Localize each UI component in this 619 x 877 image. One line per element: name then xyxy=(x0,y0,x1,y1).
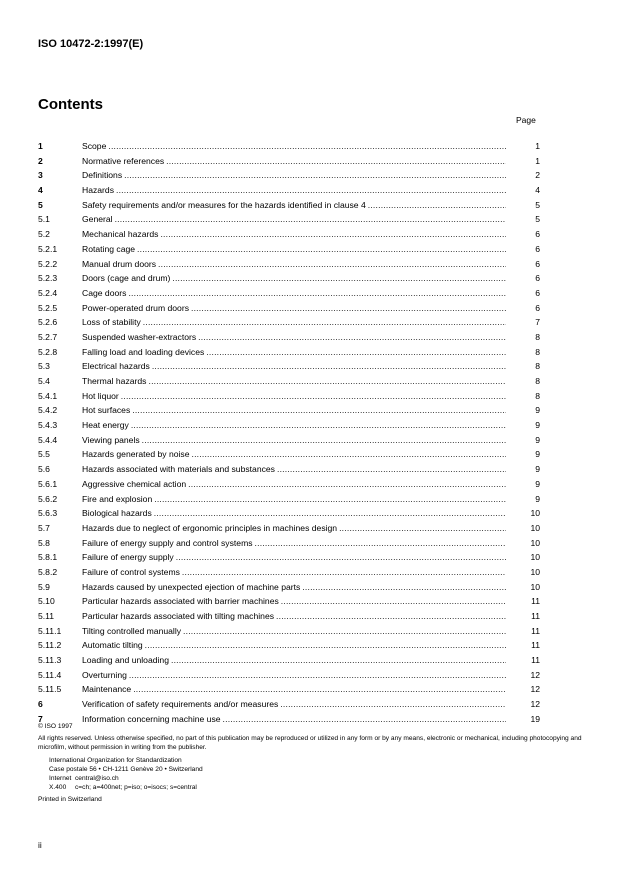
toc-entry[interactable] xyxy=(38,492,540,507)
organization-name: International Organization for Standardization xyxy=(49,757,182,764)
toc-entry-title: Hazards due to neglect of ergonomic principles in machines design xyxy=(82,522,338,533)
toc-entry[interactable] xyxy=(38,330,540,345)
toc-entry[interactable] xyxy=(38,389,540,404)
toc-entry-page: 8 xyxy=(535,376,540,386)
toc-entry-page: 8 xyxy=(535,390,540,401)
toc-entry-page: 9 xyxy=(535,493,540,504)
page-number: ii xyxy=(38,840,42,850)
table-of-contents xyxy=(38,139,540,727)
toc-entry-page: 8 xyxy=(535,346,540,357)
toc-entry-title: Particular hazards associated with tilting machines xyxy=(82,611,275,621)
toc-entry-title: Electrical hazards xyxy=(82,361,150,372)
toc-entry-number: 5.2.5 xyxy=(38,302,58,313)
page-column-label: Page xyxy=(516,115,536,125)
toc-entry-number: 5.4.1 xyxy=(38,390,58,401)
toc-entry-number: 5.6.1 xyxy=(38,478,58,489)
toc-dot-leader xyxy=(280,697,506,712)
toc-entry-number: 5.4 xyxy=(38,376,50,386)
toc-entry[interactable] xyxy=(38,154,540,169)
toc-dot-leader xyxy=(154,492,506,507)
toc-entry-page: 8 xyxy=(535,331,540,342)
toc-entry[interactable] xyxy=(38,668,540,683)
toc-entry[interactable] xyxy=(38,580,540,595)
toc-entry-title: Aggressive chemical action xyxy=(82,478,187,489)
toc-dot-leader xyxy=(154,506,506,521)
toc-entry[interactable] xyxy=(38,212,540,227)
toc-entry-title: Thermal hazards xyxy=(82,376,147,386)
toc-entry-page: 6 xyxy=(535,287,540,298)
toc-entry-page: 9 xyxy=(535,420,540,431)
toc-entry-title: Safety requirements and/or measures for the hazards identified in clause 4 xyxy=(82,199,366,210)
toc-entry-title: Hot liquor xyxy=(82,390,119,401)
toc-entry-title: Overturning xyxy=(82,669,127,680)
toc-dot-leader xyxy=(137,242,506,257)
toc-entry-number: 5.2.2 xyxy=(38,258,58,269)
toc-entry[interactable] xyxy=(38,418,540,433)
toc-entry-title: Failure of control systems xyxy=(82,566,180,577)
internet-row xyxy=(49,774,588,783)
copyright-notice: © ISO 1997 xyxy=(38,723,73,730)
toc-entry-number: 6 xyxy=(38,699,43,710)
toc-entry-page: 10 xyxy=(530,552,540,563)
toc-entry-title: Hazards generated by noise xyxy=(82,449,190,460)
toc-entry-title: Normative references xyxy=(82,155,165,166)
toc-entry[interactable] xyxy=(38,139,540,154)
toc-entry[interactable] xyxy=(38,609,540,624)
toc-entry-number: 5.2.4 xyxy=(38,287,58,298)
toc-entry-page: 6 xyxy=(535,229,540,240)
toc-entry[interactable] xyxy=(38,301,540,316)
toc-dot-leader xyxy=(277,462,506,477)
printed-in: Printed in Switzerland xyxy=(38,796,102,803)
x400-address: c=ch; a=400net; p=iso; o=isocs; s=central xyxy=(75,784,197,791)
toc-entry[interactable] xyxy=(38,462,540,477)
toc-entry-page: 9 xyxy=(535,464,540,475)
toc-entry-number: 5.9 xyxy=(38,581,50,592)
toc-entry-page: 12 xyxy=(530,684,540,695)
toc-entry-number: 5.2 xyxy=(38,229,50,240)
toc-entry-title: Scope xyxy=(82,141,107,151)
toc-entry-number: 5.3 xyxy=(38,361,50,372)
x400-label: X.400 xyxy=(49,784,67,791)
toc-entry-number: 1 xyxy=(38,141,43,151)
toc-entry-number: 5.4.4 xyxy=(38,434,58,445)
rights-statement: All rights reserved. Unless otherwise specified, no part of this publication may be reproduced or utilized in any form or by any means, electronic or mechanical, including photocopying and microfilm, without permission in writing from the publisher. xyxy=(38,735,582,751)
toc-dot-leader xyxy=(160,227,506,242)
toc-entry-title: Verification of safety requirements and/or measures xyxy=(82,699,279,710)
toc-entry-number: 5.2.8 xyxy=(38,346,58,357)
toc-dot-leader xyxy=(131,418,506,433)
toc-entry-page: 12 xyxy=(530,699,540,710)
toc-dot-leader xyxy=(143,315,506,330)
toc-entry-page: 11 xyxy=(531,625,540,636)
toc-entry-number: 5.6.3 xyxy=(38,508,58,519)
toc-entry[interactable] xyxy=(38,257,540,272)
toc-entry-title: Hazards xyxy=(82,185,114,196)
toc-dot-leader xyxy=(188,477,506,492)
toc-entry-number: 5.2.6 xyxy=(38,317,58,328)
toc-entry-title: Hot surfaces xyxy=(82,405,131,416)
toc-dot-leader xyxy=(129,668,506,683)
toc-entry-page: 6 xyxy=(535,243,540,254)
toc-entry-title: Cage doors xyxy=(82,287,127,298)
toc-entry[interactable] xyxy=(38,653,540,668)
toc-entry-number: 5.4.2 xyxy=(38,405,58,416)
toc-dot-leader xyxy=(166,154,506,169)
toc-entry-page: 6 xyxy=(535,302,540,313)
toc-entry-page: 9 xyxy=(535,478,540,489)
toc-entry-title: Viewing panels xyxy=(82,434,140,445)
toc-entry-title: Power-operated drum doors xyxy=(82,302,189,313)
toc-entry-title: General xyxy=(82,214,113,225)
toc-entry[interactable] xyxy=(38,315,540,330)
toc-dot-leader xyxy=(115,212,506,227)
toc-dot-leader xyxy=(182,565,506,580)
toc-entry-number: 5.2.7 xyxy=(38,331,58,342)
toc-entry-title: Loss of stability xyxy=(82,317,141,328)
toc-entry-title: Particular hazards associated with barrier machines xyxy=(82,596,279,607)
toc-dot-leader xyxy=(116,183,506,198)
toc-entry-number: 5.8.1 xyxy=(38,552,58,563)
toc-entry-title: Failure of energy supply xyxy=(82,552,174,563)
toc-entry[interactable] xyxy=(38,403,540,418)
toc-entry-page: 8 xyxy=(535,361,540,372)
toc-dot-leader xyxy=(198,330,506,345)
toc-entry-number: 5.6 xyxy=(38,464,50,475)
toc-entry-page: 11 xyxy=(531,611,540,621)
toc-entry-page: 10 xyxy=(530,537,540,548)
toc-entry[interactable] xyxy=(38,345,540,360)
x400-row xyxy=(49,783,588,792)
toc-entry-title: Suspended washer-extractors xyxy=(82,331,197,342)
copyright-block xyxy=(38,722,588,804)
toc-entry[interactable] xyxy=(38,697,540,712)
toc-entry-page: 5 xyxy=(535,199,540,210)
toc-dot-leader xyxy=(183,624,506,639)
toc-entry[interactable] xyxy=(38,433,540,448)
toc-entry-page: 7 xyxy=(535,317,540,328)
toc-entry-page: 9 xyxy=(535,434,540,445)
toc-entry[interactable] xyxy=(38,565,540,580)
toc-entry-number: 7 xyxy=(38,713,43,724)
toc-entry-page: 19 xyxy=(530,713,540,724)
toc-dot-leader xyxy=(176,550,506,565)
toc-entry-page: 10 xyxy=(530,566,540,577)
toc-entry-number: 5.11.1 xyxy=(38,625,62,636)
toc-entry-page: 1 xyxy=(535,141,540,151)
toc-entry-title: Hazards associated with materials and substances xyxy=(82,464,275,475)
toc-entry[interactable] xyxy=(38,359,540,374)
toc-entry-number: 5.11 xyxy=(38,611,55,621)
toc-dot-leader xyxy=(192,447,507,462)
toc-entry[interactable] xyxy=(38,506,540,521)
toc-entry-page: 6 xyxy=(535,258,540,269)
toc-entry-page: 9 xyxy=(535,405,540,416)
toc-entry-title: Biological hazards xyxy=(82,508,152,519)
toc-entry[interactable] xyxy=(38,447,540,462)
toc-entry-title: Definitions xyxy=(82,170,123,181)
toc-entry-title: Rotating cage xyxy=(82,243,136,254)
toc-entry-number: 3 xyxy=(38,170,43,181)
toc-entry-number: 5.6.2 xyxy=(38,493,58,504)
toc-entry-title: Mechanical hazards xyxy=(82,229,159,240)
toc-entry-title: Loading and unloading xyxy=(82,655,169,666)
toc-dot-leader xyxy=(124,168,506,183)
toc-dot-leader xyxy=(132,403,506,418)
toc-dot-leader xyxy=(142,433,506,448)
toc-entry-title: Manual drum doors xyxy=(82,258,157,269)
toc-entry[interactable] xyxy=(38,477,540,492)
toc-entry-number: 5.11.4 xyxy=(38,669,62,680)
toc-entry[interactable] xyxy=(38,374,540,389)
toc-entry-title: Hazards caused by unexpected ejection of machine parts xyxy=(82,581,301,592)
toc-entry[interactable] xyxy=(38,227,540,242)
toc-dot-leader xyxy=(172,271,506,286)
toc-entry[interactable] xyxy=(38,536,540,551)
toc-entry-title: Maintenance xyxy=(82,684,132,695)
toc-entry-number: 5.2.1 xyxy=(38,243,58,254)
toc-entry-number: 5.11.5 xyxy=(38,684,62,695)
toc-entry[interactable] xyxy=(38,242,540,257)
toc-entry-number: 2 xyxy=(38,155,43,166)
toc-dot-leader xyxy=(133,682,506,697)
internet-label: Internet xyxy=(49,775,72,782)
toc-entry-number: 5.8 xyxy=(38,537,50,548)
toc-entry-page: 6 xyxy=(535,273,540,284)
toc-entry-title: Tilting controlled manually xyxy=(82,625,182,636)
toc-entry-number: 5.4.3 xyxy=(38,420,58,431)
toc-dot-leader xyxy=(148,374,506,389)
toc-entry-number: 5 xyxy=(38,199,43,210)
toc-entry-number: 5.5 xyxy=(38,449,50,460)
toc-entry-number: 4 xyxy=(38,185,43,196)
toc-entry[interactable] xyxy=(38,550,540,565)
contents-title: Contents xyxy=(38,96,103,113)
toc-entry-title: Fire and explosion xyxy=(82,493,153,504)
toc-entry-page: 12 xyxy=(530,669,540,680)
toc-entry-title: Doors (cage and drum) xyxy=(82,273,171,284)
toc-dot-leader xyxy=(108,139,506,154)
internet-address: central@iso.ch xyxy=(75,775,119,782)
toc-entry[interactable] xyxy=(38,198,540,213)
toc-entry[interactable] xyxy=(38,682,540,697)
toc-dot-leader xyxy=(145,638,506,653)
toc-entry[interactable] xyxy=(38,638,540,653)
toc-dot-leader xyxy=(171,653,506,668)
toc-entry-number: 5.1 xyxy=(38,214,50,225)
toc-dot-leader xyxy=(276,609,506,624)
toc-entry[interactable] xyxy=(38,286,540,301)
toc-dot-leader xyxy=(128,286,506,301)
toc-entry-title: Automatic tilting xyxy=(82,640,143,651)
toc-entry[interactable] xyxy=(38,168,540,183)
toc-entry-page: 1 xyxy=(535,155,540,166)
toc-dot-leader xyxy=(206,345,506,360)
toc-entry-number: 5.2.3 xyxy=(38,273,58,284)
toc-entry-page: 11 xyxy=(531,596,540,607)
toc-entry-number: 5.10 xyxy=(38,596,55,607)
toc-entry-number: 5.11.2 xyxy=(38,640,62,651)
toc-entry-page: 10 xyxy=(530,508,540,519)
toc-entry-title: Failure of energy supply and control systems xyxy=(82,537,253,548)
toc-entry-page: 10 xyxy=(530,522,540,533)
toc-entry-page: 5 xyxy=(535,214,540,225)
toc-dot-leader xyxy=(255,536,506,551)
toc-entry[interactable] xyxy=(38,594,540,609)
toc-dot-leader xyxy=(302,580,506,595)
publisher-address xyxy=(38,756,588,792)
toc-dot-leader xyxy=(281,594,506,609)
toc-dot-leader xyxy=(121,389,506,404)
toc-dot-leader xyxy=(191,301,506,316)
toc-dot-leader xyxy=(152,359,506,374)
postal-address: Case postale 56 • CH-1211 Genève 20 • Switzerland xyxy=(49,766,203,773)
toc-entry[interactable] xyxy=(38,521,540,536)
toc-dot-leader xyxy=(368,198,506,213)
toc-entry-number: 5.11.3 xyxy=(38,655,62,666)
toc-entry-page: 11 xyxy=(531,655,540,666)
toc-entry-page: 11 xyxy=(531,640,540,651)
toc-entry-title: Information concerning machine use xyxy=(82,713,221,724)
toc-entry-number: 5.8.2 xyxy=(38,566,58,577)
toc-entry-page: 9 xyxy=(535,449,540,460)
toc-dot-leader xyxy=(339,521,506,536)
toc-entry-page: 10 xyxy=(530,581,540,592)
toc-entry-page: 2 xyxy=(535,170,540,181)
toc-entry-title: Falling load and loading devices xyxy=(82,346,205,357)
document-id: ISO 10472-2:1997(E) xyxy=(38,38,144,50)
toc-entry-page: 4 xyxy=(535,185,540,196)
toc-dot-leader xyxy=(158,257,506,272)
toc-entry[interactable] xyxy=(38,624,540,639)
toc-entry-title: Heat energy xyxy=(82,420,129,431)
toc-entry[interactable] xyxy=(38,183,540,198)
toc-entry-number: 5.7 xyxy=(38,522,50,533)
toc-entry[interactable] xyxy=(38,271,540,286)
